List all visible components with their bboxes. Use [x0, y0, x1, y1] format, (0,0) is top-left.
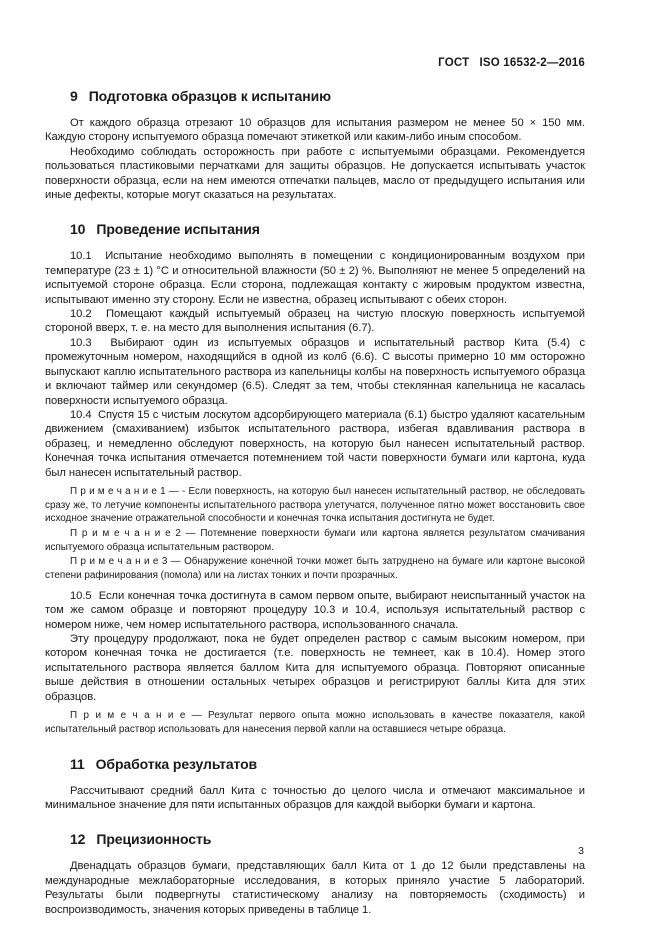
section-heading [70, 756, 585, 772]
section-number: 11 [70, 755, 85, 772]
section-number: 10 [70, 221, 86, 238]
section-title: Прецизионность [96, 831, 212, 848]
note: П р и м е ч а н и е — Результат первого опыта можно использовать в качестве показателя, какой испытательный раствор использовать для нанесения первой капли на оставшиеся четыре образца. [45, 710, 585, 735]
paragraph: Рассчитывают средний балл Кита с точностью до целого числа и отмечают максимальное и минимальное значение для пяти испытанных образцов для каждой выборки бумаги и картона. [45, 784, 585, 811]
note-2: П р и м е ч а н и е 2 — Потемнение поверхности бумаги или картона является результатом смачивания испытуемого образца испытательным раствором. [45, 528, 585, 553]
paragraph-10-1: 10.1 Испытание необходимо выполнять в помещении с кондиционированным воздухом при температуре (23 ± 1) °С и относительной влажности (50 ± 2) %. Выполняют не менее 5 определений на испытуемой стороне образца. Если сторона, подлежащая контакту с жировым продуктом известна, испытывают именно эту сторону. Если не известна, образец испытывают с обеих сторон. [45, 250, 585, 306]
section-title: Подготовка образцов к испытанию [88, 88, 331, 104]
note-1: П р и м е ч а н и е 1 — - Если поверхность, на которую был нанесен испытательный раствор, не обследовать сразу же, то летучие компоненты испытательного раствора улетучатся, полученное пятно может восстановить свое исходное значение отражательной способности и конечная точка испытания достигнута не будет. [45, 485, 585, 525]
paragraph: Эту процедуру продолжают, пока не будет определен раствор с самым высоким номером, при котором конечная точка не достигается (т.е. поверхность не темнеет, как в 10.4). Номер этого испытательного раствора является баллом Кита для испытуемого образца. Повторяют описанные выше действия в отношении остальных четырех образцов и регистрируют баллы Кита для этих образцов. [45, 633, 585, 703]
document-code-header: ГОСТ ISO 16532-2—2016 [438, 57, 585, 69]
section-11-results-processing [45, 756, 585, 813]
section-title: Проведение испытания [96, 221, 260, 238]
section-number: 9 [70, 88, 78, 104]
notes-block [45, 709, 585, 736]
section-12-precision [45, 831, 585, 917]
paragraph-10-4: 10.4 Спустя 15 с чистым лоскутом адсорбирующего материала (6.1) быстро удаляют касательным движением (смахиванием) избыток испытательного раствора, избегая вдавливания раствора в образец, и немедленно обследуют поверхность, на которую был нанесен испытательный раствор. Конечная точка испытания отмечается потемнением той части поверхности бумаги или картона, куда был нанесен испытательный раствор. [45, 408, 585, 479]
notes-block [45, 485, 585, 583]
paragraph-10-3: 10.3 Выбирают один из испытуемых образцов и испытательный раствор Кита (5.4) с промежуточным номером, находящийся в одной из колб (6.6). С высоты примерно 10 мм осторожно выпускают каплю испытательного раствора из капельницы колбы на поверхность испытуемого образца и включают таймер или секундомер (6.5). Следят за тем, чтобы стеклянная капельница не касалась поверхности испытуемого образца. [45, 336, 585, 407]
note-3: П р и м е ч а н и е 3 — Обнаружение конечной точки может быть затруднено на бумаге или картоне высокой степени рафинирования (помола) или на листах тонких и почти прозрачных. [45, 556, 585, 582]
paragraph: От каждого образца отрезают 10 образцов для испытания размером не менее 50 × 150 мм. Каждую сторону испытуемого образца помечают этикеткой или каким-либо иным способом. [45, 117, 585, 144]
section-heading [70, 88, 585, 104]
paragraph: Двенадцать образцов бумаги, представляющих балл Кита от 1 до 12 были представлены на международные межлабораторные исследования, в которых приняло участие 5 лабораторий. Результаты были подвергнуты статистическому анализу на повторяемость (сходимость) и воспроизводимость, значения которых приведены в таблице 1. [45, 860, 585, 916]
paragraph: Необходимо соблюдать осторожность при работе с испытуемыми образцами. Рекомендуется пользоваться пластиковыми перчатками для защиты образцов. Не допускается испытывать участок поверхности образца, если на нем имеются отпечатки пальцев, масло от предыдущего испытания или иные дефекты, которые могут сказаться на результатах. [45, 145, 585, 202]
section-10-test-procedure [45, 221, 585, 736]
section-number: 12 [70, 831, 86, 848]
paragraph-10-2: 10.2 Помещают каждый испытуемый образец на чистую плоскую поверхность испытуемой стороной вверх, т. е. на место для выполнения испытания (6.7). [45, 308, 585, 335]
paragraph-10-5: 10.5 Если конечная точка достигнута в самом первом опыте, выбирают неиспытанный участок на том же самом образце и повторяют процедуру 10.3 и 10.4, используя испытательный раствор с номером ниже, чем номер испытательного раствора, использованного сначала. [45, 589, 585, 631]
section-heading [70, 221, 585, 237]
section-heading [70, 831, 585, 847]
page-number: 3 [578, 845, 584, 857]
section-9-sample-preparation [45, 88, 585, 202]
section-title: Обработка результатов [95, 755, 258, 772]
